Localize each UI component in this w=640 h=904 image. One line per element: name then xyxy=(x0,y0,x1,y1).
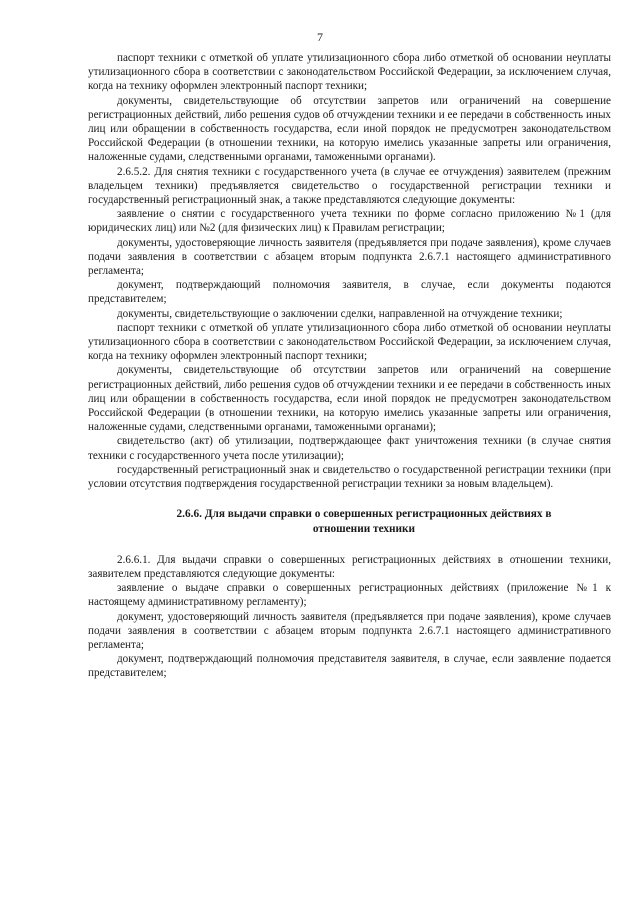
paragraph: 2.6.6.1. Для выдачи справки о совершенных регистрационных действиях в отношении техники, заявителем представляются следующие документы: xyxy=(88,553,611,580)
paragraph: документ, подтверждающий полномочия представителя заявителя, в случае, если заявление подается представителем; xyxy=(88,653,611,680)
paragraph: свидетельство (акт) об утилизации, подтверждающее факт уничтожения техники (в случае снятия техники с государственного учета после утилизации); xyxy=(88,435,611,462)
document-body xyxy=(88,51,611,681)
paragraph: документы, свидетельствующие об отсутствии запретов или ограничений на совершение регистрационных действий, либо решения судов об отчуждении техники и ее передачи в собственность иных лиц или обращении в собственность государства, если иной порядок не предусмотрен законодательством Российской Федерации (в отношении техники, на которую имелись указанные запреты или ограничения, наложенные судами, следственными органами, таможенными органами); xyxy=(88,364,611,434)
paragraph: заявление о выдаче справки о совершенных регистрационных действиях (приложение №1 к настоящему административному регламенту); xyxy=(88,582,611,609)
section-heading xyxy=(117,507,611,535)
section-heading-line: отношении техники xyxy=(312,522,416,535)
paragraph: заявление о снятии с государственного учета техники по форме согласно приложению №1 (для юридических лиц) или №2 (для физических лиц) к Правилам регистрации; xyxy=(88,208,611,235)
section-heading-line: 2.6.6. Для выдачи справки о совершенных регистрационных действиях в xyxy=(176,508,552,521)
paragraph: паспорт техники с отметкой об уплате утилизационного сбора либо отметкой об основании неуплаты утилизационного сбора в соответствии с законодательством Российской Федерации, за исключением случая, когда на технику оформлен электронный паспорт техники; xyxy=(88,321,611,363)
paragraph: документ, подтверждающий полномочия заявителя, в случае, если документы подаются представителем; xyxy=(88,279,611,306)
paragraph: 2.6.5.2. Для снятия техники с государственного учета (в случае ее отчуждения) заявителем (прежним владельцем техники) предъявляется свидетельство о государственной регистрации техники и государственный регистрационный знак, а также представляются следующие документы: xyxy=(88,165,611,207)
paragraph: документы, свидетельствующие о заключении сделки, направленной на отчуждение техники; xyxy=(117,307,563,320)
paragraph: государственный регистрационный знак и свидетельство о государственной регистрации техники (при условии отсутствия подтверждения государственной регистрации техники за новым владельцем). xyxy=(88,463,611,491)
paragraph: документ, удостоверяющий личность заявителя (предъявляется при подаче заявления), кроме случаев подачи заявления в соответствии с абзацем вторым подпункта 2.6.7.1 настоящего административного регламента; xyxy=(88,610,611,651)
paragraph: документы, свидетельствующие об отсутствии запретов или ограничений на совершение регистрационных действий, либо решения судов об отчуждении техники и ее передачи в собственность иных лиц или обращении в собственность государства, если иной порядок не предусмотрен законодательством Российской Федерации (в отношении техники, на которую имелись указанные запреты или ограничения, наложенные судами, следственными органами, таможенными органами). xyxy=(88,94,611,164)
paragraph: паспорт техники с отметкой об уплате утилизационного сбора либо отметкой об основании неуплаты утилизационного сбора в соответствии с законодательством Российской Федерации, за исключением случая, когда на технику оформлен электронный паспорт техники; xyxy=(88,52,611,93)
paragraph: документы, удостоверяющие личность заявителя (предъявляется при подаче заявления), кроме случаев подачи заявления в соответствии с абзацем вторым подпункта 2.6.7.1 настоящего административного регламента; xyxy=(88,236,611,278)
page-number: 7 xyxy=(317,30,323,44)
